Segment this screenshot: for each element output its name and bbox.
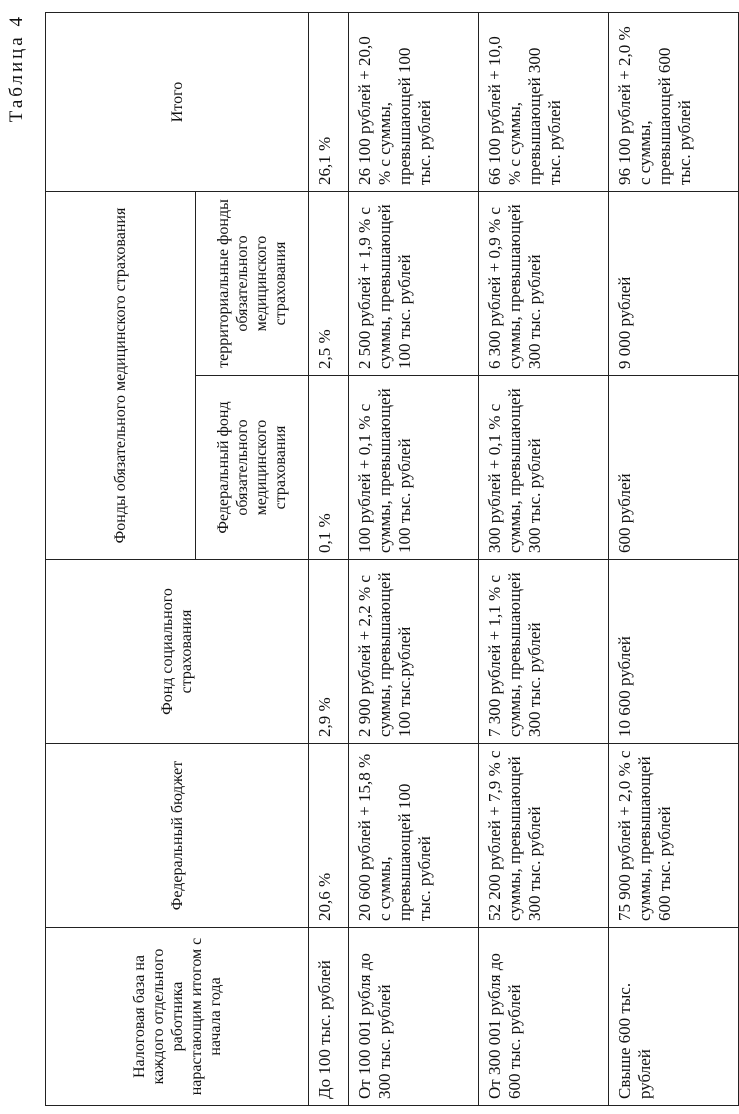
cell-tax-base: От 100 001 рубля до 300 тыс. рублей: [349, 928, 479, 1106]
cell-territorial-medical: 2 500 рублей + 1,9 % с суммы, превышающей 100 тыс. рублей: [349, 192, 479, 376]
header-total: Итого: [46, 13, 309, 192]
header-territorial-medical-funds: территориальные фонды обязательного медицинского страхования: [196, 192, 309, 376]
cell-federal-budget: 20,6 %: [309, 744, 349, 928]
table-caption: Таблица 4: [6, 14, 27, 123]
header-federal-budget: Федеральный бюджет: [46, 744, 309, 928]
cell-social-fund: 7 300 рублей + 1,1 % с суммы, превышающей 300 тыс. рублей: [479, 560, 609, 744]
tax-rate-table: [45, 12, 739, 1106]
cell-total: 66 100 рублей + 10,0 % с суммы, превышающей 300 тыс. рублей: [479, 13, 609, 192]
cell-tax-base: От 300 001 рубля до 600 тыс. рублей: [479, 928, 609, 1106]
cell-territorial-medical: 9 000 рублей: [609, 192, 739, 376]
cell-federal-budget: 20 600 рублей + 15,8 % с суммы, превышающей 100 тыс. рублей: [349, 744, 479, 928]
table-row: [349, 13, 479, 1106]
table-row: [479, 13, 609, 1106]
cell-territorial-medical: 6 300 рублей + 0,9 % с суммы, превышающей 300 тыс. рублей: [479, 192, 609, 376]
cell-total: 96 100 рублей + 2,0 % с суммы, превышающей 600 тыс. рублей: [609, 13, 739, 192]
cell-social-fund: 2 900 рублей + 2,2 % с суммы, превышающей 100 тыс.рублей: [349, 560, 479, 744]
cell-federal-medical: 600 рублей: [609, 376, 739, 560]
cell-tax-base: До 100 тыс. рублей: [309, 928, 349, 1106]
cell-total: 26,1 %: [309, 13, 349, 192]
cell-federal-medical: 0,1 %: [309, 376, 349, 560]
header-medical-funds: Фонды обязательного медицинского страхования: [46, 192, 196, 560]
cell-tax-base: Свыше 600 тыс. рублей: [609, 928, 739, 1106]
cell-territorial-medical: 2,5 %: [309, 192, 349, 376]
header-federal-medical-fund: Федеральный фонд обязательного медицинского страхования: [196, 376, 309, 560]
header-row: [46, 13, 196, 1106]
table-row: [609, 13, 739, 1106]
cell-total: 26 100 рублей + 20,0 % с суммы, превышающей 100 тыс. рублей: [349, 13, 479, 192]
cell-federal-budget: 75 900 рублей + 2,0 % с суммы, превышающей 600 тыс. рублей: [609, 744, 739, 928]
header-social-fund: Фонд социального страхования: [46, 560, 309, 744]
table-row: [309, 13, 349, 1106]
header-tax-base: Налоговая база на каждого отдельного работника нарастающим итогом с начала года: [46, 928, 309, 1106]
cell-federal-medical: 300 рублей + 0,1 % с суммы, превышающей 300 тыс. рублей: [479, 376, 609, 560]
cell-federal-medical: 100 рублей + 0,1 % с суммы, превышающей 100 тыс. рублей: [349, 376, 479, 560]
cell-federal-budget: 52 200 рублей + 7,9 % с суммы, превышающей 300 тыс. рублей: [479, 744, 609, 928]
cell-social-fund: 10 600 рублей: [609, 560, 739, 744]
cell-social-fund: 2,9 %: [309, 560, 349, 744]
